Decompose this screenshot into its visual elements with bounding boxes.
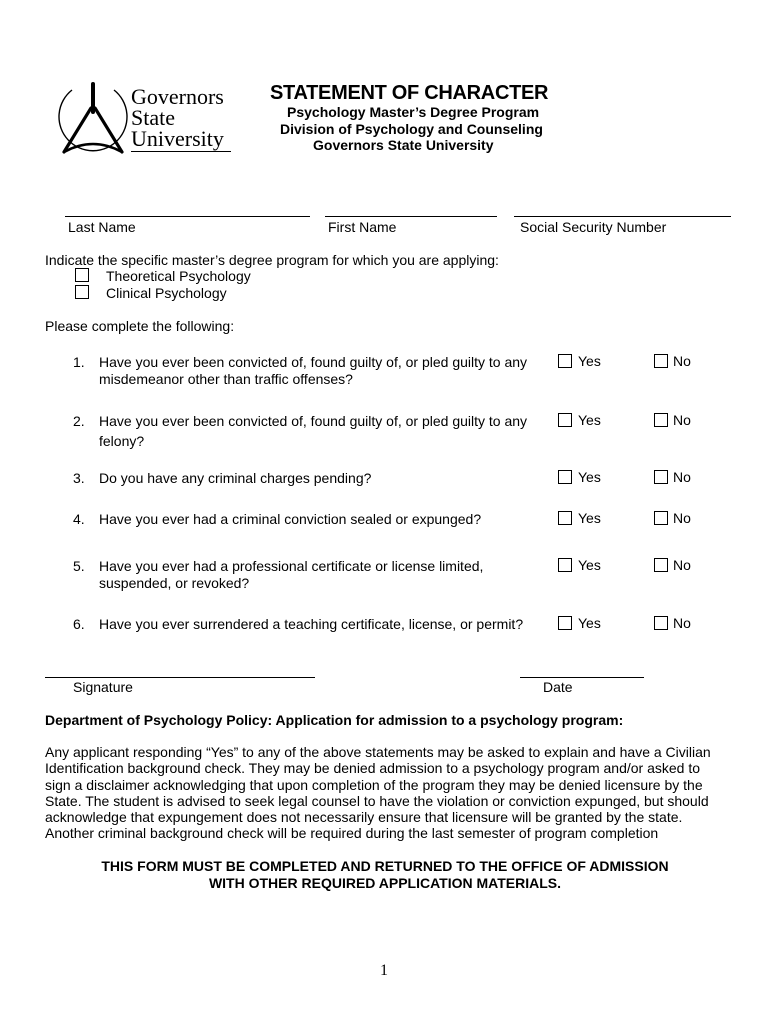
- first-name-field[interactable]: [325, 216, 497, 217]
- yes-label: Yes: [578, 469, 601, 485]
- logo-text-university: University: [131, 126, 224, 151]
- notice-line-2: WITH OTHER REQUIRED APPLICATION MATERIALS.: [208, 875, 562, 891]
- date-field[interactable]: [520, 677, 644, 678]
- policy-line: Identification background check. They may be denied admission to a psychology program and/or asked to: [45, 760, 701, 777]
- division-subtitle: Division of Psychology and Counseling: [280, 121, 543, 137]
- signature-label: Signature: [73, 679, 133, 695]
- question-4-no-checkbox[interactable]: [654, 511, 668, 525]
- question-3-no-checkbox[interactable]: [654, 470, 668, 484]
- notice-line-1: THIS FORM MUST BE COMPLETED AND RETURNED TO THE OFFICE OF ADMISSION: [101, 858, 669, 874]
- policy-line: Any applicant responding “Yes” to any of the above statements may be asked to explain and have a Civilian: [45, 744, 711, 760]
- no-label: No: [673, 510, 691, 526]
- yes-label: Yes: [578, 353, 601, 369]
- question-number: 5.: [73, 558, 85, 574]
- ssn-label: Social Security Number: [520, 219, 667, 235]
- clinical-psychology-checkbox[interactable]: [75, 285, 89, 299]
- question-number: 1.: [73, 354, 85, 370]
- question-number: 3.: [73, 470, 85, 486]
- page-number: 1: [380, 962, 388, 979]
- question-6-yes-checkbox[interactable]: [558, 616, 572, 630]
- question-3-yes-checkbox[interactable]: [558, 470, 572, 484]
- page-title: STATEMENT OF CHARACTER: [270, 82, 549, 104]
- date-label: Date: [543, 679, 573, 695]
- policy-line: Another criminal background check will be required during the last semester of program completion: [45, 825, 659, 842]
- policy-line: State. The student is advised to seek legal counsel to have the violation or conviction expunged, but should: [45, 792, 709, 809]
- question-5-yes-checkbox[interactable]: [558, 558, 572, 572]
- university-logo-icon: [58, 80, 128, 158]
- no-label: No: [673, 412, 691, 428]
- question-2-no-checkbox[interactable]: [654, 413, 668, 427]
- submission-notice: [45, 858, 725, 892]
- question-1-no-checkbox[interactable]: [654, 354, 668, 368]
- logo-text-state: State: [131, 105, 175, 130]
- logo-underline: [131, 151, 231, 152]
- question-number: 4.: [73, 511, 85, 527]
- question-1-text: Have you ever been convicted of, found guilty of, or pled guilty to any misdemeanor other than traffic offenses?: [99, 354, 528, 387]
- last-name-field[interactable]: [65, 216, 310, 217]
- question-number: 2.: [73, 413, 85, 429]
- question-3-text: Do you have any criminal charges pending?: [99, 470, 372, 486]
- no-label: No: [673, 469, 691, 485]
- question-4-text: Have you ever had a criminal conviction sealed or expunged?: [99, 511, 482, 527]
- policy-heading: Department of Psychology Policy: Application for admission to a psychology program:: [45, 712, 624, 728]
- question-2-yes-checkbox[interactable]: [558, 413, 572, 427]
- signature-field[interactable]: [45, 677, 315, 678]
- last-name-label: Last Name: [68, 219, 136, 235]
- instructions-text: Please complete the following:: [45, 318, 235, 334]
- theoretical-psychology-label: Theoretical Psychology: [106, 268, 251, 284]
- question-5-text: Have you ever had a professional certificate or license limited, suspended, or revoked?: [99, 558, 484, 591]
- question-6-no-checkbox[interactable]: [654, 616, 668, 630]
- yes-label: Yes: [578, 510, 601, 526]
- university-subtitle: Governors State University: [313, 137, 494, 153]
- yes-label: Yes: [578, 412, 601, 428]
- ssn-field[interactable]: [514, 216, 731, 217]
- no-label: No: [673, 353, 691, 369]
- no-label: No: [673, 615, 691, 631]
- policy-line: sign a disclaimer acknowledging that upon completion of the program they may be denied licensure by the: [45, 776, 703, 793]
- policy-paragraph: [45, 744, 725, 842]
- question-6-text: Have you ever surrendered a teaching certificate, license, or permit?: [99, 616, 524, 632]
- no-label: No: [673, 557, 691, 573]
- question-5-no-checkbox[interactable]: [654, 558, 668, 572]
- clinical-psychology-label: Clinical Psychology: [106, 285, 227, 301]
- theoretical-psychology-checkbox[interactable]: [75, 268, 89, 282]
- first-name-label: First Name: [328, 219, 397, 235]
- program-subtitle: Psychology Master’s Degree Program: [287, 104, 540, 120]
- question-number: 6.: [73, 616, 85, 632]
- question-2-text-line1: Have you ever been convicted of, found guilty of, or pled guilty to any: [99, 413, 528, 429]
- question-4-yes-checkbox[interactable]: [558, 511, 572, 525]
- policy-line: acknowledge that expungement does not necessarily ensure that licensure will be granted by the state.: [45, 809, 683, 826]
- question-2-text-line2: felony?: [99, 433, 145, 449]
- program-prompt: Indicate the specific master’s degree program for which you are applying:: [45, 252, 499, 268]
- question-1-yes-checkbox[interactable]: [558, 354, 572, 368]
- yes-label: Yes: [578, 615, 601, 631]
- yes-label: Yes: [578, 557, 601, 573]
- logo-text-governors: Governors: [131, 84, 224, 109]
